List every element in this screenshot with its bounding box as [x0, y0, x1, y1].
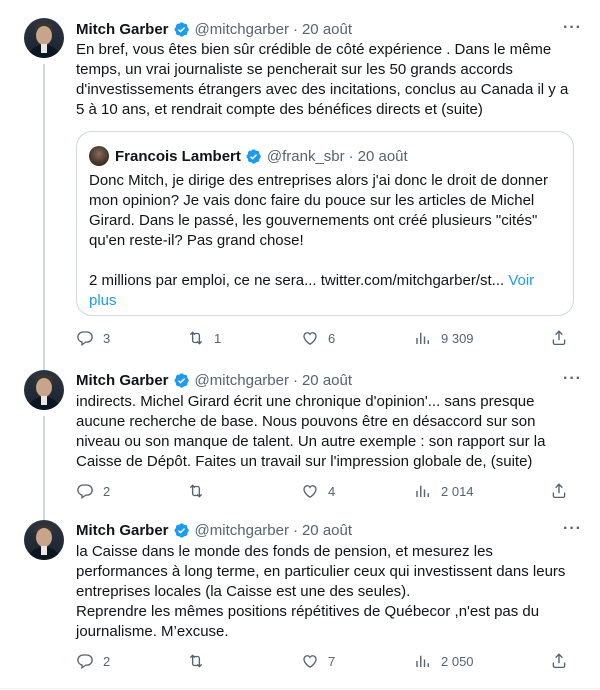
like-count: 4 — [328, 483, 336, 499]
retweet-icon — [187, 329, 205, 347]
reply-count: 2 — [103, 483, 111, 499]
views-icon — [414, 652, 432, 670]
share-button[interactable] — [550, 651, 568, 671]
show-more-link[interactable]: Voir plus — [89, 272, 539, 309]
avatar[interactable] — [24, 370, 64, 410]
tweet-actions — [76, 481, 584, 501]
thread-connector-line — [43, 416, 45, 512]
separator: · — [292, 521, 298, 539]
views-icon — [414, 482, 432, 500]
quoted-tweet[interactable] — [76, 131, 574, 316]
share-button[interactable] — [550, 328, 568, 348]
tweet-actions — [76, 651, 584, 671]
author-handle[interactable]: @mitchgarber — [194, 20, 289, 38]
tweet-actions — [76, 328, 584, 348]
retweet-icon — [187, 482, 205, 500]
share-icon — [550, 652, 568, 670]
separator: · — [292, 371, 298, 389]
author-handle[interactable]: @mitchgarber — [194, 371, 289, 389]
separator: · — [348, 147, 354, 165]
thread-connector-line — [43, 512, 45, 520]
view-count: 9 309 — [441, 330, 474, 346]
more-icon[interactable]: ··· — [563, 520, 582, 537]
quoted-tweet-header — [115, 146, 408, 166]
quoted-author-handle: @frank_sbr — [266, 147, 345, 165]
avatar[interactable] — [24, 520, 64, 560]
quoted-tweet-date: 20 août — [357, 147, 408, 165]
verified-badge-icon — [245, 148, 262, 165]
quoted-text-body: Donc Mitch, je dirige des entreprises alors j'ai donc le droit de donner mon opinion? Je vais donc faire du pouce sur les articles de Michel Girard. Dans le passé, les gouvernements ont créé plusieurs "cités" qu'en reste-il? Pas grand chose! 2 millions par emploi, ce ne sera... twitter.com/mitchgarber/st... — [89, 172, 548, 289]
retweet-button[interactable] — [187, 481, 214, 501]
author-handle[interactable]: @mitchgarber — [194, 521, 289, 539]
quoted-avatar — [89, 146, 109, 166]
reply-count: 2 — [103, 653, 111, 669]
retweet-count: 1 — [214, 330, 222, 346]
verified-badge-icon — [173, 372, 190, 389]
reply-button[interactable] — [76, 481, 110, 501]
tweet-header — [76, 520, 352, 540]
share-icon — [550, 482, 568, 500]
views-button[interactable] — [414, 481, 474, 501]
tweet-text: la Caisse dans le monde des fonds de pension, et mesurez les performances à long terme, en particulier ceux qui investissent dans leurs entreprises locales (la Caisse est une des seules). Reprendre les mêmes positions répétitives de Québecor ,n'est pas du journalisme. M’excuse. — [76, 543, 566, 640]
like-button[interactable] — [301, 481, 335, 501]
share-button[interactable] — [550, 481, 568, 501]
like-icon — [301, 329, 319, 347]
tweet[interactable] — [0, 362, 600, 512]
reply-button[interactable] — [76, 328, 110, 348]
verified-badge-icon — [173, 522, 190, 539]
divider — [0, 688, 600, 689]
like-button[interactable] — [301, 651, 335, 671]
like-icon — [301, 652, 319, 670]
views-button[interactable] — [414, 328, 474, 348]
thread-connector-line — [43, 362, 45, 370]
quoted-tweet-text — [89, 171, 565, 311]
reply-count: 3 — [103, 330, 111, 346]
reply-icon — [76, 652, 94, 670]
share-icon — [550, 329, 568, 347]
views-button[interactable] — [414, 651, 474, 671]
tweet-date[interactable]: 20 août — [301, 371, 353, 389]
tweet-text: En bref, vous êtes bien sûr crédible de côté expérience . Dans le même temps, un vrai journaliste se pencherait sur les 50 grands accords d'investissements étrangers avec des incitations, conclus au Canada il y a 5 à 10 ans, et rendrait compte des bénéfices directs et (suite) — [76, 41, 573, 118]
tweet-header — [76, 370, 352, 390]
view-count: 2 014 — [441, 483, 474, 499]
separator: · — [292, 20, 298, 38]
retweet-button[interactable] — [187, 651, 214, 671]
tweet-header — [76, 19, 352, 39]
like-count: 6 — [328, 330, 336, 346]
retweet-button[interactable] — [187, 328, 221, 348]
more-icon[interactable]: ··· — [563, 370, 582, 387]
author-name[interactable]: Mitch Garber — [76, 521, 169, 539]
retweet-icon — [187, 652, 205, 670]
verified-badge-icon — [173, 21, 190, 38]
author-name[interactable]: Mitch Garber — [76, 371, 169, 389]
view-count: 2 050 — [441, 653, 474, 669]
author-name[interactable]: Mitch Garber — [76, 20, 169, 38]
quoted-author-name: Francois Lambert — [115, 147, 241, 165]
tweet-date[interactable]: 20 août — [301, 521, 353, 539]
avatar[interactable] — [24, 18, 64, 58]
reply-icon — [76, 329, 94, 347]
like-button[interactable] — [301, 328, 335, 348]
tweet-date[interactable]: 20 août — [301, 20, 353, 38]
like-icon — [301, 482, 319, 500]
reply-icon — [76, 482, 94, 500]
like-count: 7 — [328, 653, 336, 669]
reply-button[interactable] — [76, 651, 110, 671]
thread-connector-line — [43, 64, 45, 362]
tweet[interactable] — [0, 512, 600, 690]
more-icon[interactable]: ··· — [563, 19, 582, 36]
views-icon — [414, 329, 432, 347]
tweet-text: indirects. Michel Girard écrit une chronique d'opinion'... sans presque aucune recherche de base. Nous pouvons être en désaccord sur son niveau ou son manque de talent. Un autre exemple : son rapport sur la Caisse de Dépôt. Faites un travail sur l'impression globale de, (suite) — [76, 393, 550, 470]
